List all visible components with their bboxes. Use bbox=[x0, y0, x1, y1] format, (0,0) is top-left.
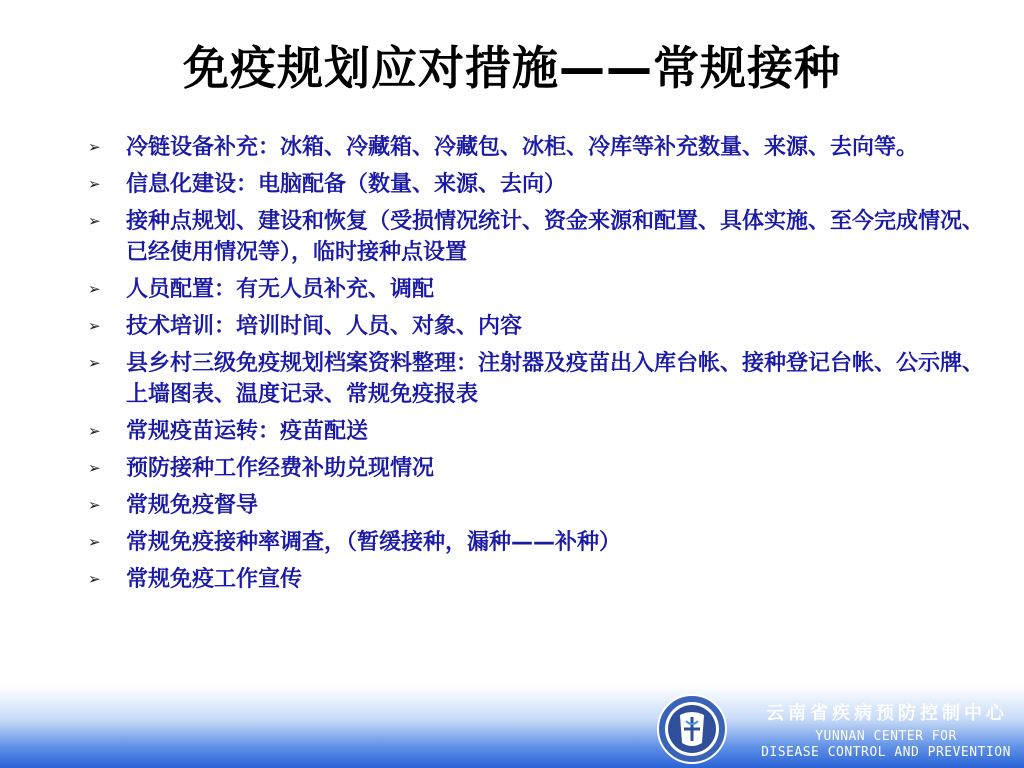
bullet-marker-icon: ➢ bbox=[88, 496, 101, 514]
bullet-text: 人员配置：有无人员补充、调配 bbox=[126, 277, 435, 302]
bullet-text: 县乡村三级免疫规划档案资料整理：注射器及疫苗出入库台帐、接种登记台帐、公示牌、上墙图表、温度记录、常规免疫报表 bbox=[126, 351, 985, 407]
bullet-item bbox=[88, 206, 988, 268]
bullet-item bbox=[88, 274, 988, 305]
bullet-marker-icon: ➢ bbox=[88, 459, 101, 477]
bullet-text: 常规疫苗运转：疫苗配送 bbox=[126, 419, 369, 444]
bullet-marker-icon: ➢ bbox=[88, 317, 101, 335]
bullet-text: 常规免疫接种率调查，（暂缓接种，漏种——补种） bbox=[126, 530, 622, 555]
bullet-item bbox=[88, 169, 988, 200]
yncdc-emblem-icon bbox=[656, 693, 728, 765]
bullet-text: 常规免疫督导 bbox=[126, 493, 259, 518]
bullet-item bbox=[88, 132, 988, 163]
bullet-text: 技术培训：培训时间、人员、对象、内容 bbox=[126, 314, 523, 339]
bullet-list bbox=[88, 132, 988, 601]
bullet-item bbox=[88, 348, 988, 410]
bullet-marker-icon: ➢ bbox=[88, 422, 101, 440]
bullet-marker-icon: ➢ bbox=[88, 570, 101, 588]
org-name-en bbox=[748, 729, 1024, 761]
bullet-item bbox=[88, 564, 988, 595]
bullet-text: 常规免疫工作宣传 bbox=[126, 567, 303, 592]
bullet-marker-icon: ➢ bbox=[88, 354, 101, 372]
bullet-text: 冷链设备补充：冰箱、冷藏箱、冷藏包、冰柜、冷库等补充数量、来源、去向等。 bbox=[126, 135, 919, 160]
bullet-item bbox=[88, 490, 988, 521]
bullet-marker-icon: ➢ bbox=[88, 212, 101, 230]
bullet-item bbox=[88, 311, 988, 342]
org-name-cn: 云南省疾病预防控制中心 bbox=[766, 703, 1008, 724]
bullet-item bbox=[88, 453, 988, 484]
bullet-marker-icon: ➢ bbox=[88, 175, 101, 193]
bullet-marker-icon: ➢ bbox=[88, 138, 101, 156]
bullet-marker-icon: ➢ bbox=[88, 280, 101, 298]
slide-title: 免疫规划应对措施——常规接种 bbox=[183, 41, 841, 95]
bullet-text: 接种点规划、建设和恢复（受损情况统计、资金来源和配置、具体实施、至今完成情况、已经使用情况等），临时接种点设置 bbox=[126, 209, 985, 265]
bullet-text: 信息化建设：电脑配备（数量、来源、去向） bbox=[126, 172, 567, 197]
bullet-marker-icon: ➢ bbox=[88, 533, 101, 551]
bullet-item bbox=[88, 527, 988, 558]
org-name-en-line1: YUNNAN CENTER FOR bbox=[815, 729, 957, 744]
bullet-item bbox=[88, 416, 988, 447]
org-name-en-line2: DISEASE CONTROL AND PREVENTION bbox=[761, 745, 1011, 760]
bullet-text: 预防接种工作经费补助兑现情况 bbox=[126, 456, 435, 481]
